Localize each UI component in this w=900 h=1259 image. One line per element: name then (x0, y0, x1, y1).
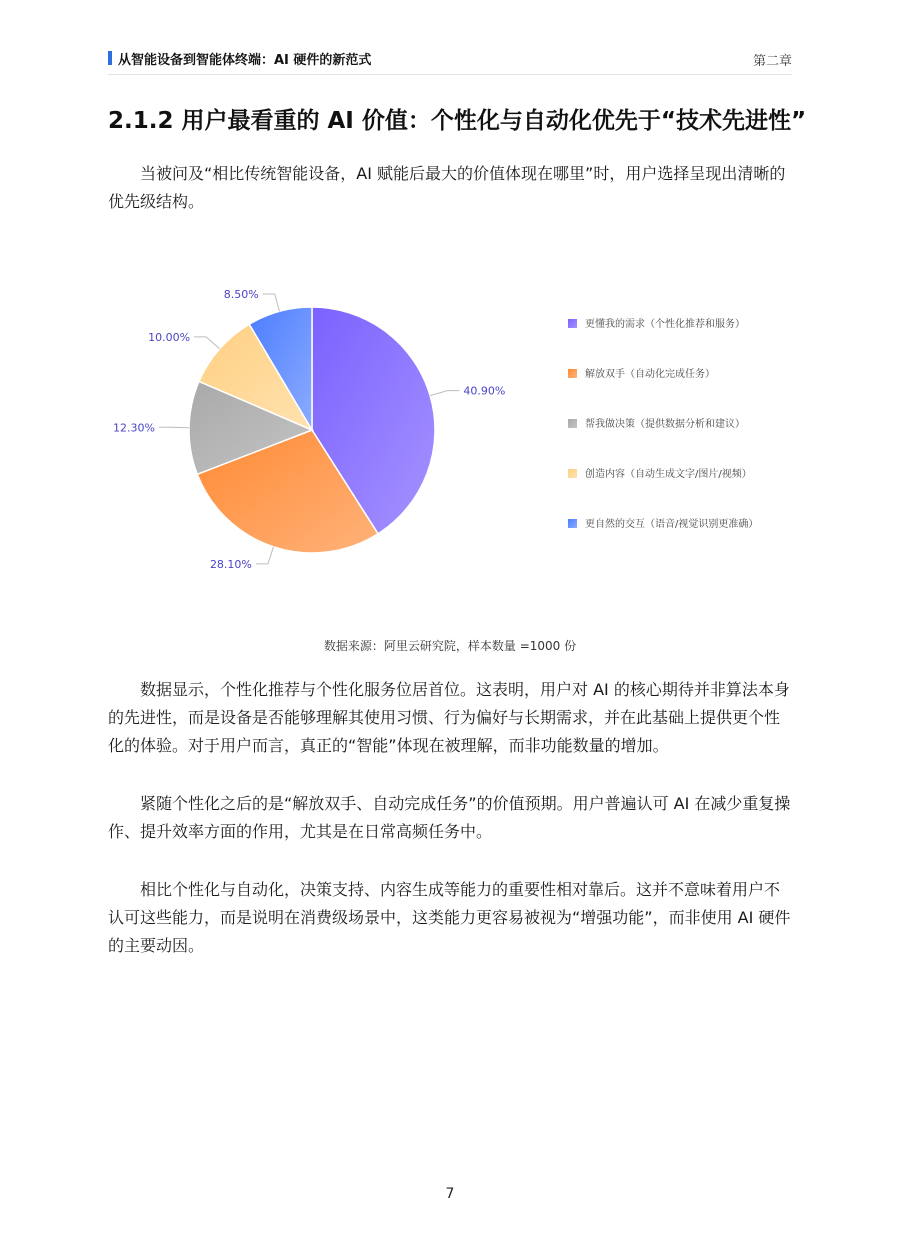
page-number: 7 (445, 1186, 455, 1202)
chart-source-note: 数据来源：阿里云研究院，样本数量 =1000 份 (323, 639, 577, 653)
legend-label: 帮我做决策（提供数据分析和建议） (585, 419, 745, 430)
running-header-chapter: 第二章 (752, 54, 792, 69)
body-paragraph: 紧随个性化之后的是“解放双手、自动完成任务”的价值预期。用户普遍认可 AI 在减少重复操作、提升效率方面的作用，尤其是在日常高频任务中。 (108, 794, 791, 841)
leader-line (256, 547, 274, 564)
pie-data-label: 28.10% (209, 557, 252, 571)
legend-item (568, 518, 758, 532)
legend-swatch (568, 419, 577, 428)
legend-label: 更自然的交互（语音/视觉识别更准确） (585, 519, 759, 530)
intro-paragraph: 当被问及“相比传统智能设备，AI 赋能后最大的价值体现在哪里”时，用户选择呈现出清晰的优先级结构。 (108, 164, 786, 211)
header-divider (108, 74, 792, 75)
legend-swatch (568, 319, 577, 328)
leader-line (430, 391, 459, 396)
leader-line (263, 294, 280, 311)
legend-item (568, 368, 715, 382)
pie-data-label: 10.00% (148, 330, 191, 344)
legend-item (568, 418, 745, 432)
legend-label: 创造内容（自动生成文字/图片/视频） (585, 469, 752, 480)
header-accent-bar (108, 51, 112, 65)
body-paragraph: 数据显示，个性化推荐与个性化服务位居首位。这表明，用户对 AI 的核心期待并非算法本身的先进性，而是设备是否能够理解其使用习惯、行为偏好与长期需求，并在此基础上提供更个性化的体验。对于用户而言，真正的“智能”体现在被理解，而非功能数量的增加。 (108, 680, 790, 755)
pie-slices (189, 307, 435, 553)
running-header-title: 从智能设备到智能体终端：AI 硬件的新范式 (118, 53, 372, 68)
section-heading: 2.1.2 用户最看重的 AI 价值：个性化与自动化优先于“技术先进性” (108, 108, 807, 134)
legend-label: 更懂我的需求（个性化推荐和服务） (585, 319, 745, 330)
pie-data-label: 12.30% (113, 421, 155, 435)
body-paragraph: 相比个性化与自动化，决策支持、内容生成等能力的重要性相对靠后。这并不意味着用户不认可这些能力，而是说明在消费级场景中，这类能力更容易被视为“增强功能”，而非使用 AI 硬件的主要动因。 (108, 880, 791, 955)
legend-label: 解放双手（自动化完成任务） (585, 369, 715, 380)
leader-line (194, 337, 220, 349)
pie-data-label: 40.90% (463, 384, 506, 398)
legend-item (568, 468, 752, 482)
legend-swatch (568, 469, 577, 478)
pie-data-label: 8.50% (223, 288, 259, 301)
legend-swatch (568, 369, 577, 378)
legend-item (568, 318, 745, 332)
legend-swatch (568, 519, 577, 528)
